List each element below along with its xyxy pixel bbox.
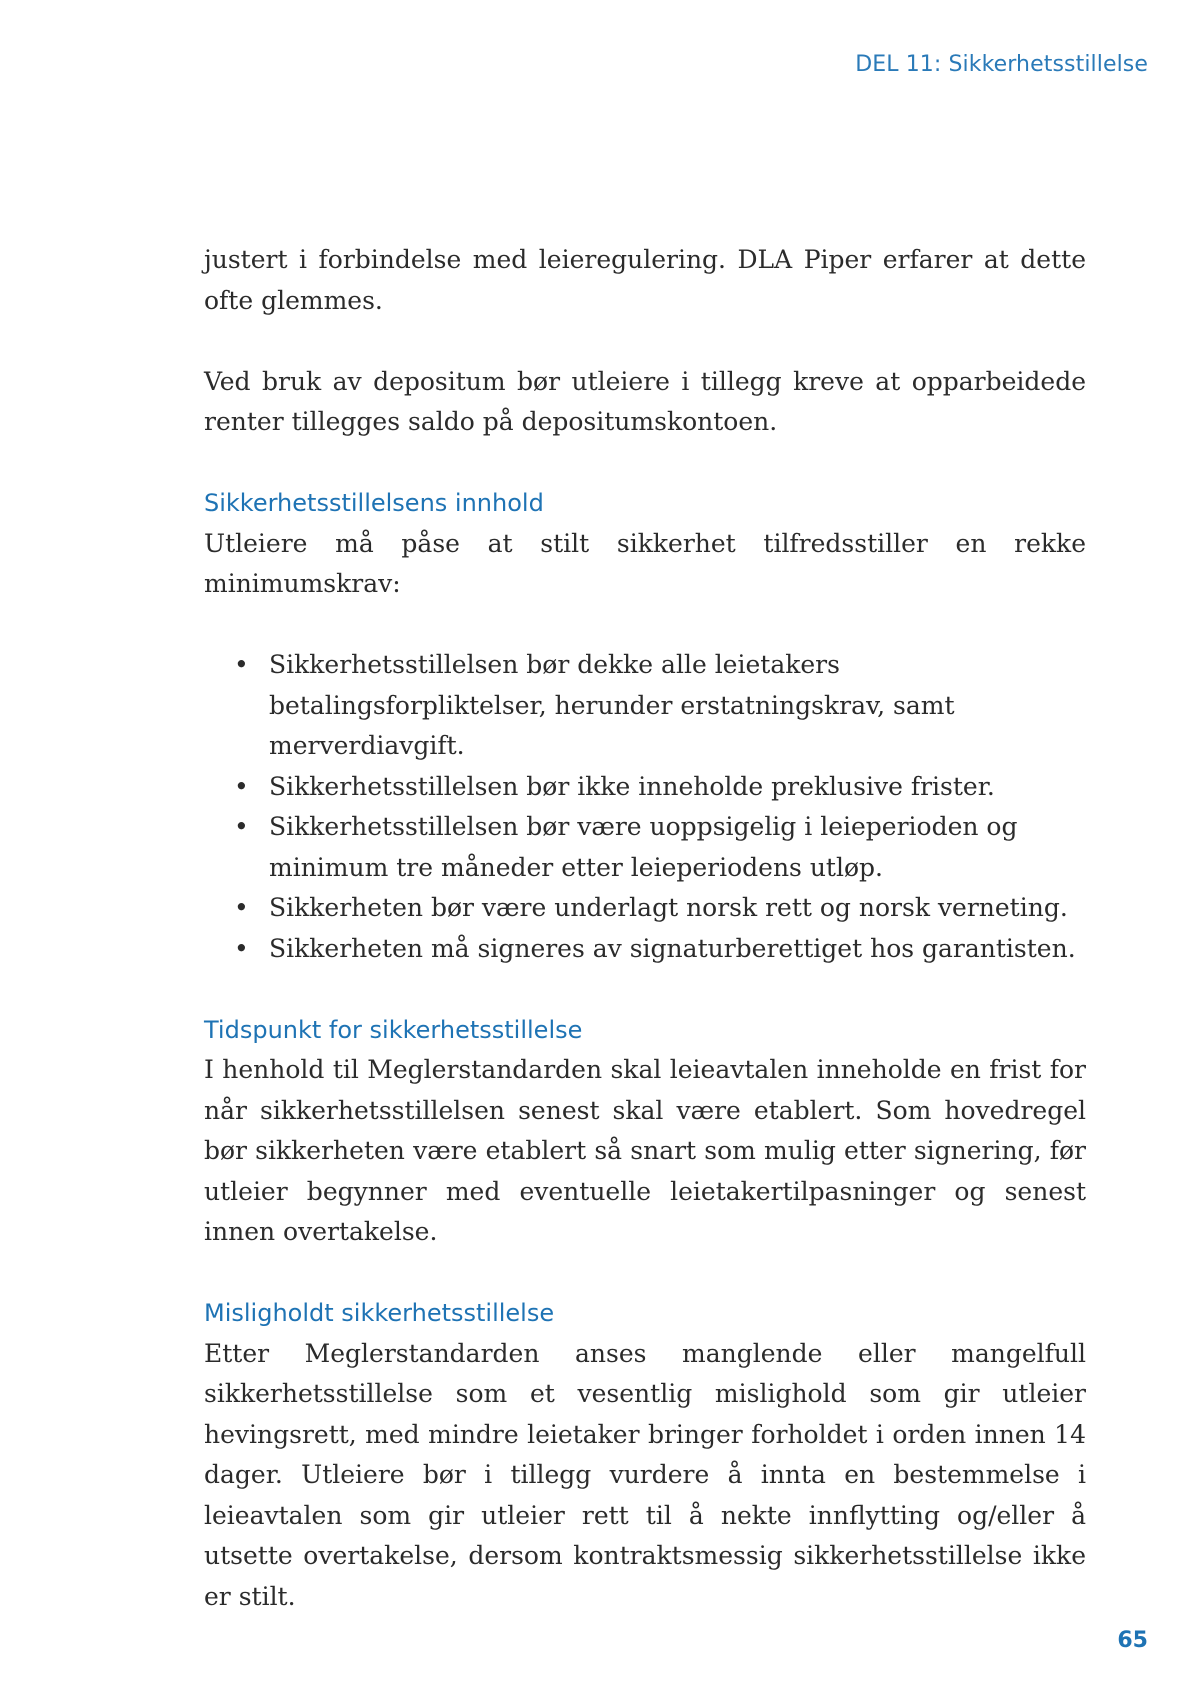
paragraph-gap xyxy=(204,321,1086,362)
page-number: 65 xyxy=(1117,1628,1148,1653)
paragraph-continuation: justert i forbindelse med leieregulering. DLA Piper erfarer at dette ofte glemmes. xyxy=(204,245,1086,315)
running-header: DEL 11: Sikkerhetsstillelse xyxy=(855,52,1148,77)
list-item-text: Sikkerheten må signeres av signaturberettiget hos garantisten. xyxy=(269,933,1076,963)
requirements-list xyxy=(204,645,1086,969)
paragraph-gap xyxy=(204,605,1086,646)
bullet-icon: • xyxy=(234,893,249,922)
paragraph-deposit: Ved bruk av depositum bør utleiere i tillegg kreve at opparbeidede renter tillegges saldo på depositumskontoen. xyxy=(204,366,1086,436)
bullet-icon: • xyxy=(234,650,249,679)
section-breach-text: Etter Meglerstandarden anses manglende eller mangelfull sikkerhetsstillelse som et vesentlig mislighold som gir utleier hevingsrett, med mindre leietaker bringer forholdet i orden innen 14 dager. Utleiere bør i tillegg vurdere å innta en bestemmelse i leieavtalen som gir utleier rett til å nekte innflytting og/eller å utsette overtakelse, dersom kontraktsmessig sikkerhetsstillelse ikke er stilt. xyxy=(204,1338,1086,1611)
paragraph-gap xyxy=(204,1253,1086,1294)
list-item xyxy=(204,645,1086,767)
section-heading-content: Sikkerhetsstillelsens innhold xyxy=(204,489,544,517)
bullet-icon: • xyxy=(234,933,249,963)
section-timing-text: I henhold til Meglerstandarden skal leieavtalen inneholde en frist for når sikkerhetsstillelsen senest skal være etablert. Som hovedregel bør sikkerheten være etablert så snart som mulig etter signering, før utleier begynner med eventuelle leietakertilpasninger og senest innen overtakelse. xyxy=(204,1055,1086,1246)
section-heading-timing: Tidspunkt for sikkerhetsstillelse xyxy=(204,1015,583,1044)
section-intro: Utleiere må påse at stilt sikkerhet tilfredsstiller en rekke minimumskrav: xyxy=(204,528,1086,598)
list-item-text: Sikkerhetsstillelsen bør ikke inneholde preklusive frister. xyxy=(269,771,995,801)
bullet-icon: • xyxy=(234,812,249,841)
paragraph-gap xyxy=(204,969,1086,1010)
list-item-text: Sikkerhetsstillelsen bør dekke alle leietakers betalingsforpliktelser, herunder erstatningskrav, samt merverdiavgift. xyxy=(269,650,955,760)
list-item xyxy=(204,929,1086,970)
list-item xyxy=(204,888,1086,929)
section-heading-breach: Misligholdt sikkerhetsstillelse xyxy=(204,1299,555,1327)
list-item xyxy=(204,807,1086,888)
paragraph-gap xyxy=(204,443,1086,484)
list-item xyxy=(204,767,1086,808)
bullet-icon: • xyxy=(234,771,249,801)
list-item-text: Sikkerheten bør være underlagt norsk rett og norsk verneting. xyxy=(269,893,1068,922)
page-body xyxy=(204,240,1086,1617)
list-item-text: Sikkerhetsstillelsen bør være uoppsigelig i leieperioden og minimum tre måneder etter leieperiodens utløp. xyxy=(269,812,1018,882)
